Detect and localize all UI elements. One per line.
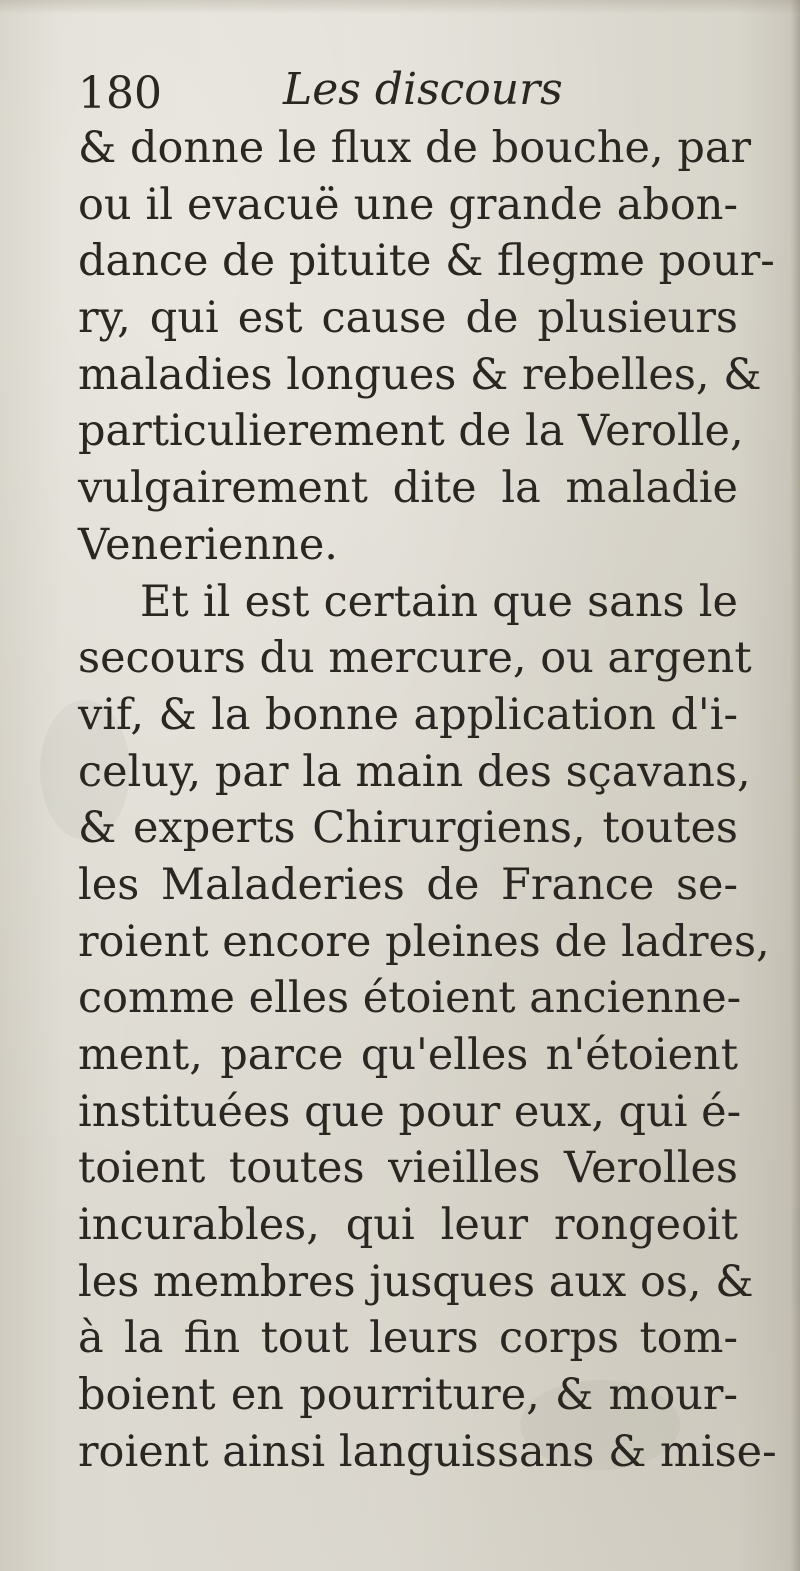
- text-line: ou il evacuë une grande abon-: [78, 179, 738, 230]
- text-line: celuy, par la main des sçavans,: [78, 746, 751, 797]
- text-line: toient toutes vieilles Verolles: [78, 1143, 738, 1194]
- text-line: Venerienne.: [78, 519, 338, 570]
- text-line: Et il est certain que sans le: [140, 576, 738, 627]
- text-line: maladies longues & rebelles, &: [78, 349, 762, 400]
- text-line: instituées que pour eux, qui é-: [78, 1086, 742, 1137]
- page-header: [78, 60, 758, 120]
- text-line: les membres jusques aux os, &: [78, 1256, 754, 1307]
- page-top-shadow: [0, 0, 800, 14]
- page-number: 180: [78, 68, 162, 119]
- text-line: & donne le flux de bouche, par: [78, 123, 752, 173]
- text-line: ment, parce qu'elles n'étoient: [78, 1030, 738, 1080]
- text-line: roient encore pleines de ladres,: [78, 916, 770, 967]
- text-line: comme elles étoient ancienne-: [78, 973, 742, 1024]
- text-line: & experts Chirurgiens, toutes: [78, 803, 738, 854]
- body-text: [78, 120, 777, 1481]
- text-line: vif, & la bonne application d'i-: [78, 689, 738, 740]
- text-line: ry, qui est cause de plusieurs: [78, 293, 738, 344]
- text-line: les Maladeries de France se-: [78, 859, 738, 910]
- page-right-shadow: [790, 0, 800, 1571]
- text-line: dance de pituite & flegme pour-: [78, 236, 775, 287]
- text-line: particulierement de la Verolle,: [78, 406, 744, 457]
- text-line: à la fin tout leurs corps tom-: [78, 1313, 738, 1364]
- text-line: incurables, qui leur rongeoit: [78, 1200, 738, 1251]
- running-title: Les discours: [283, 64, 563, 115]
- text-line: roient ainsi languissans & mise-: [78, 1426, 777, 1477]
- text-line: vulgairement dite la maladie: [78, 463, 738, 514]
- text-line: boient en pourriture, & mour-: [78, 1370, 738, 1421]
- text-line: secours du mercure, ou argent: [78, 633, 752, 684]
